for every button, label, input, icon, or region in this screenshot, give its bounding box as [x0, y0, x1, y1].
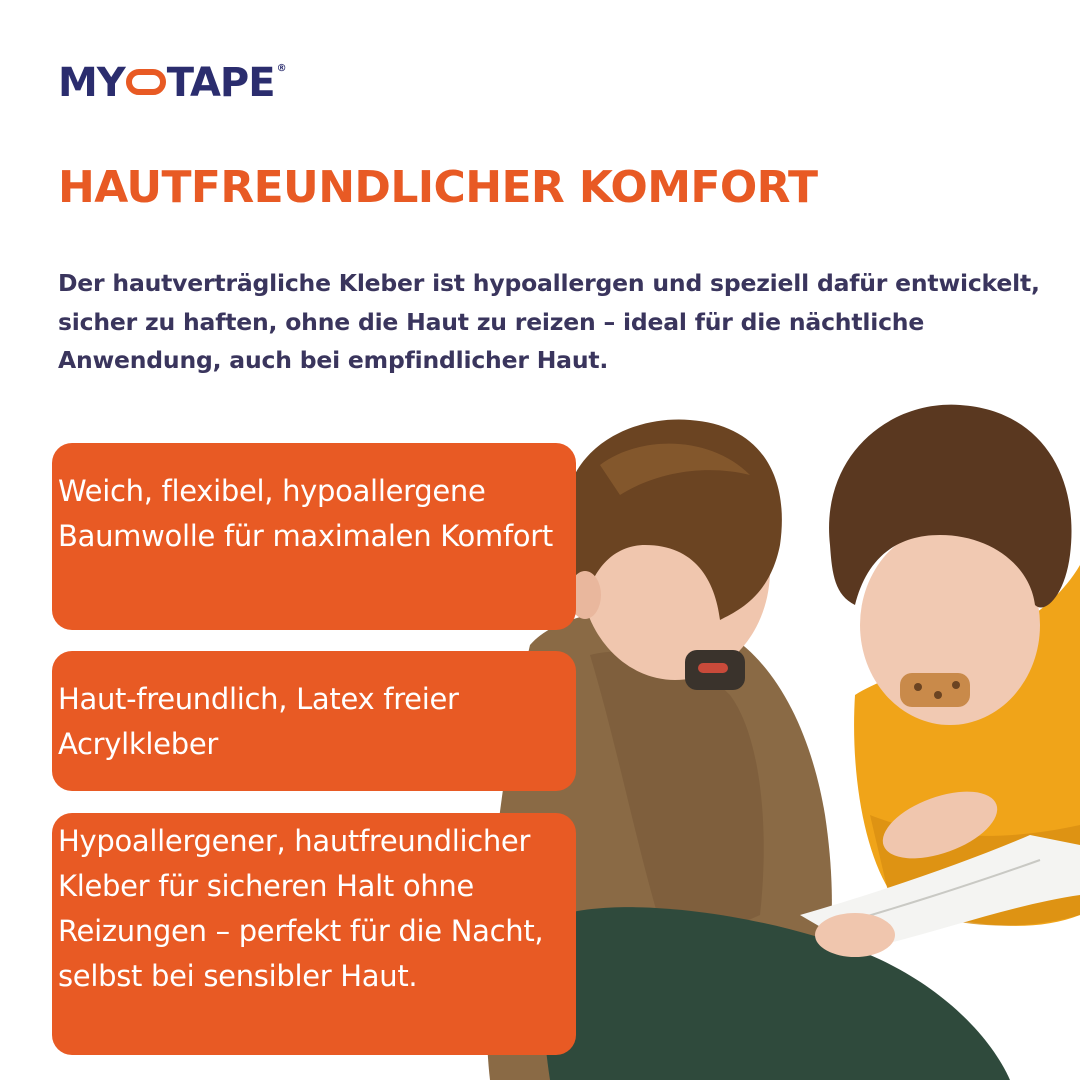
- feature-text: Haut-freundlich, Latex freier Acrylkleber: [58, 682, 459, 761]
- feature-card-latex-free: [52, 651, 576, 791]
- feature-card-cotton: [52, 443, 576, 630]
- left-boy-hand: [815, 913, 895, 957]
- registered-mark: ®: [276, 63, 286, 74]
- logo-o-mark: [126, 69, 166, 95]
- logo-text-my: MY: [58, 60, 125, 106]
- feature-text: Hypoallergener, hautfreundlicher Kleber für sicheren Halt ohne Reizungen – perfekt für die Nacht, selbst bei sensibler Haut.: [58, 824, 544, 993]
- right-boy-mouth-tape: [900, 673, 970, 707]
- page-title: HAUTFREUNDLICHER KOMFORT: [58, 162, 818, 213]
- feature-text: Weich, flexibel, hypoallergene Baumwolle für maximalen Komfort: [58, 474, 553, 553]
- brand-logo: [58, 58, 286, 108]
- feature-card-adhesive: [52, 813, 576, 1055]
- left-boy-pants: [543, 907, 1010, 1080]
- intro-paragraph: Der hautverträgliche Kleber ist hypoallergen und speziell dafür entwickelt, sicher zu haften, ohne die Haut zu reizen – ideal für die nächtliche Anwendung, auch bei empfindlicher Haut.: [58, 269, 1040, 374]
- logo-text-tape: TAPE: [166, 60, 275, 106]
